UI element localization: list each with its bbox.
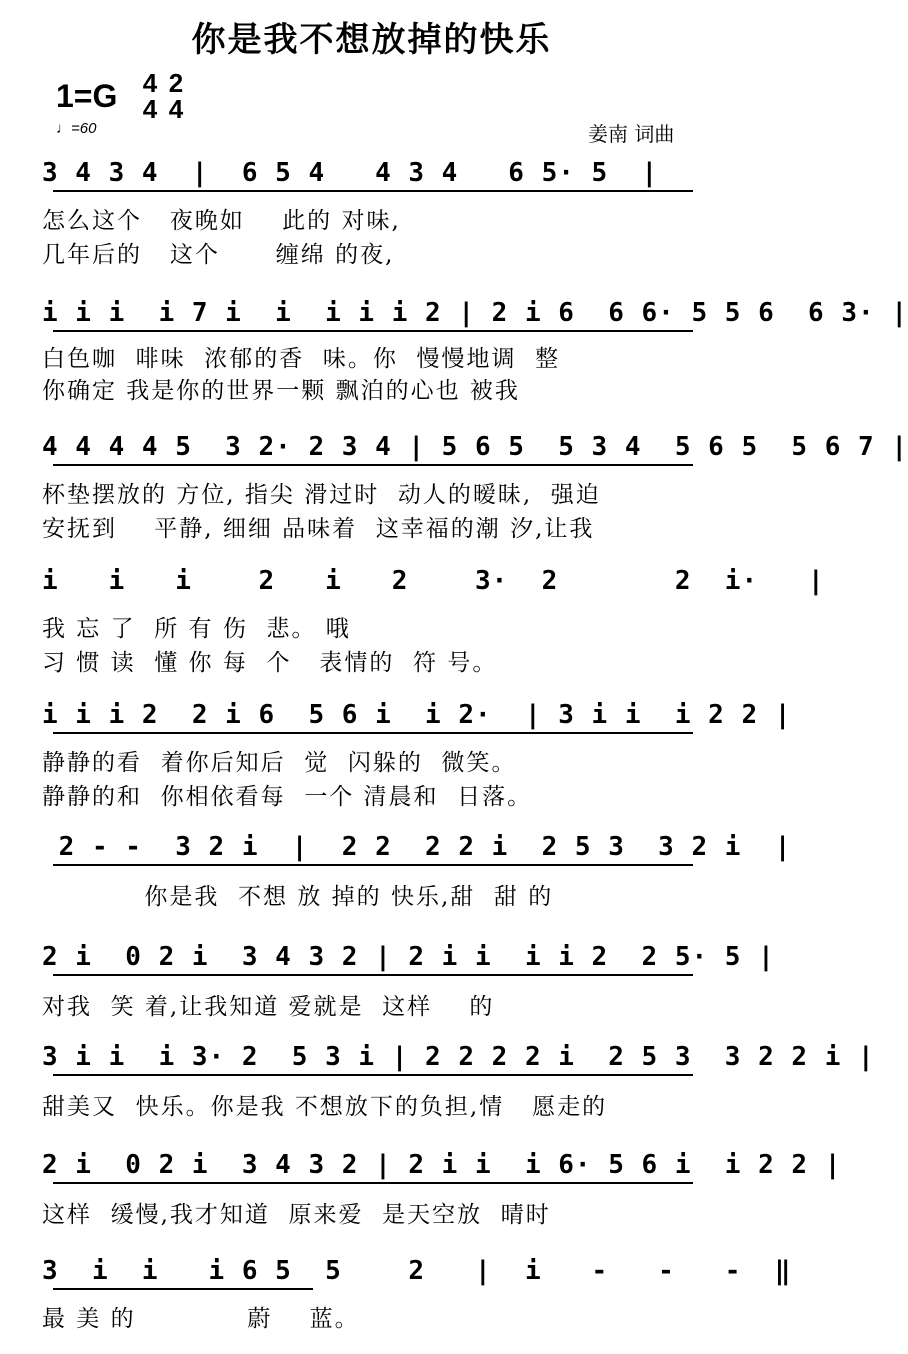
lyrics-line-2b: 你确定 我是你的世界一颗 飘泊的心也 被我: [42, 378, 520, 404]
meter-2: [146, 70, 206, 122]
lyrics-line-5a: 静静的看 着你后知后 觉 闪躲的 微笑。: [42, 750, 517, 776]
lyrics-line-5b: 静静的和 你相依看每 一个 清晨和 日落。: [42, 784, 533, 810]
lyrics-line-8: 甜美又 快乐。你是我 不想放下的负担,情 愿走的: [42, 1094, 608, 1120]
notes-line-7: 2 i 0 2 i 3 4 3 2 | 2 i i i i 2 2 5· 5 |: [42, 942, 775, 972]
tempo-marking: ♩=60: [56, 120, 97, 137]
beam-line: [53, 1074, 693, 1076]
beam-line: [53, 864, 693, 866]
credit: 姜南 词曲: [588, 122, 675, 146]
notes-line-6: 2 - - 3 2 i | 2 2 2 2 i 2 5 3 3 2 i |: [42, 832, 792, 862]
lyrics-line-6: 你是我 不想 放 掉的 快乐,甜 甜 的: [42, 884, 554, 910]
beam-line: [53, 190, 693, 192]
beam-line: [53, 330, 693, 332]
notes-line-2: i i i i 7 i i i i i 2 | 2 i 6 6 6· 5 5 6 6 3· |: [42, 298, 908, 328]
beam-line: [53, 732, 693, 734]
notes-line-4: i i i 2 i 2 3· 2 2 i· |: [42, 566, 825, 596]
beam-line: [53, 1182, 693, 1184]
notes-line-1: 3 4 3 4 | 6 5 4 4 3 4 6 5· 5 |: [42, 158, 659, 188]
song-title: 你是我不想放掉的快乐: [191, 20, 552, 60]
lyrics-line-4a: 我 忘 了 所 有 伤 悲。 哦: [42, 616, 351, 642]
notes-line-8: 3 i i i 3· 2 5 3 i | 2 2 2 2 i 2 5 3 3 2 2 i |: [42, 1042, 875, 1072]
lyrics-line-1b: 几年后的 这个 缠绵 的夜,: [42, 242, 395, 268]
lyrics-line-3b: 安抚到 平静, 细细 品味着 这幸福的潮 汐,让我: [42, 516, 595, 542]
key-signature: 1=G: [56, 78, 118, 114]
lyrics-line-10: 最 美 的 蔚 蓝。: [42, 1306, 360, 1332]
lyrics-line-3a: 杯垫摆放的 方位, 指尖 滑过时 动人的暧昧, 强迫: [42, 482, 601, 508]
lyrics-line-9: 这样 缓慢,我才知道 原来爱 是天空放 晴时: [42, 1202, 551, 1228]
lyrics-line-7: 对我 笑 着,让我知道 爱就是 这样 的: [42, 994, 495, 1020]
meter-2-bottom: 4: [168, 94, 184, 124]
lyrics-line-4b: 习 惯 读 懂 你 每 个 表情的 符 号。: [42, 650, 498, 676]
lyrics-line-2a: 白色咖 啡味 浓郁的香 味。你 慢慢地调 整: [42, 346, 561, 372]
lyrics-line-1a: 怎么这个 夜晚如 此的 对味,: [42, 208, 401, 234]
beam-line: [53, 1288, 313, 1290]
notes-line-5: i i i 2 2 i 6 5 6 i i 2· | 3 i i i 2 2 |: [42, 700, 792, 730]
notes-line-9: 2 i 0 2 i 3 4 3 2 | 2 i i i 6· 5 6 i i 2 2 |: [42, 1150, 842, 1180]
meter-2-top: 2: [168, 68, 184, 98]
beam-line: [53, 974, 693, 976]
notes-line-3: 4 4 4 4 5 3 2· 2 3 4 | 5 6 5 5 3 4 5 6 5 5 6 7 |: [42, 432, 908, 462]
meter-1-top: 4: [142, 68, 158, 98]
beam-line: [53, 464, 693, 466]
notes-line-10: 3 i i i 6 5 5 2 | i - - - ‖: [42, 1256, 792, 1286]
meter-1-bottom: 4: [142, 94, 158, 124]
